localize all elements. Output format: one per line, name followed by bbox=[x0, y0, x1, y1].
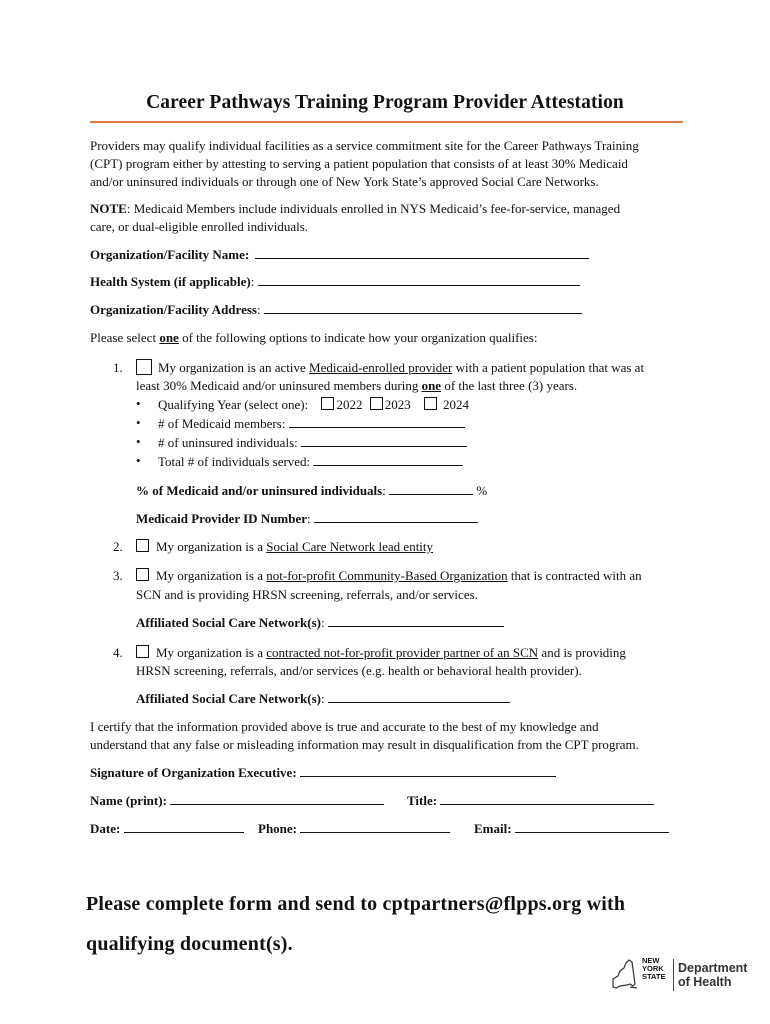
total-served-row bbox=[158, 453, 463, 471]
new-york-state-wordmark bbox=[642, 957, 665, 981]
state-word-3: STATE bbox=[642, 972, 666, 981]
option-2-link: Social Care Network lead entity bbox=[266, 539, 434, 554]
nys-department-of-health-logo bbox=[610, 955, 750, 995]
option-1-line-1 bbox=[136, 359, 644, 377]
note-label: NOTE bbox=[90, 201, 127, 216]
option-4-post: and is providing bbox=[538, 645, 626, 660]
dept-line-2: of Health bbox=[678, 975, 732, 989]
name-row bbox=[90, 792, 384, 810]
option-3-post: that is contracted with an bbox=[507, 568, 642, 583]
option-4-affiliated-row bbox=[136, 690, 510, 708]
option-1-pre: My organization is an active bbox=[158, 360, 310, 375]
option-4-link: contracted not-for-profit provider partner of an SCN bbox=[266, 645, 539, 660]
title-label: Title: bbox=[407, 793, 438, 808]
option-4-affiliated-field[interactable] bbox=[328, 690, 510, 703]
provider-id-colon: : bbox=[307, 511, 311, 526]
phone-label: Phone: bbox=[258, 821, 297, 836]
option-1-number: 1. bbox=[113, 360, 123, 375]
signature-label: Signature of Organization Executive: bbox=[90, 765, 297, 780]
department-wordmark bbox=[678, 961, 747, 989]
bullet-icon: • bbox=[136, 434, 141, 449]
uninsured-label: # of uninsured individuals: bbox=[158, 435, 298, 450]
note-line-1 bbox=[90, 200, 620, 218]
bullet-icon: • bbox=[136, 396, 141, 411]
date-label: Date: bbox=[90, 821, 121, 836]
option-3-affiliated-row bbox=[136, 614, 504, 632]
footer-instruction-line-2: qualifying document(s). bbox=[86, 933, 293, 955]
note-line-2: care, or dual-eligible enrolled individuals. bbox=[90, 219, 309, 234]
select-post: of the following options to indicate how your organization qualifies: bbox=[178, 330, 538, 345]
option-1-link: Medicaid-enrolled provider bbox=[309, 360, 453, 375]
year-2023-label: 2023 bbox=[384, 397, 411, 412]
qualifying-year-label: Qualifying Year (select one): bbox=[158, 397, 309, 412]
title-row bbox=[407, 792, 654, 810]
org-address-row bbox=[90, 301, 582, 319]
select-one: one bbox=[159, 330, 179, 345]
name-label: Name (print): bbox=[90, 793, 167, 808]
phone-field[interactable] bbox=[300, 820, 450, 833]
option-4-line-2: HRSN screening, referrals, and/or services (e.g. health or behavioral health provider). bbox=[136, 663, 582, 678]
uninsured-field[interactable] bbox=[301, 434, 467, 447]
medicaid-members-label: # of Medicaid members: bbox=[158, 416, 286, 431]
year-2022-checkbox[interactable] bbox=[321, 397, 334, 410]
provider-id-label: Medicaid Provider ID Number bbox=[136, 511, 308, 526]
certify-line-1: I certify that the information provided above is true and accurate to the best of my knowledge and bbox=[90, 719, 599, 734]
option-4-checkbox[interactable] bbox=[136, 645, 149, 658]
signature-row bbox=[90, 764, 556, 782]
percent-label: % of Medicaid and/or uninsured individuals bbox=[136, 483, 383, 498]
select-pre: Please select bbox=[90, 330, 160, 345]
note-text-1: : Medicaid Members include individuals enrolled in NYS Medicaid’s fee-for-service, managed bbox=[126, 201, 621, 216]
signature-field[interactable] bbox=[300, 764, 556, 777]
date-field[interactable] bbox=[124, 820, 244, 833]
option-1-line-2 bbox=[136, 377, 577, 395]
page-title: Career Pathways Training Program Provider Attestation bbox=[146, 92, 624, 113]
phone-row bbox=[258, 820, 450, 838]
health-system-label: Health System (if applicable) bbox=[90, 274, 251, 289]
percent-field[interactable] bbox=[389, 482, 473, 495]
option-1-checkbox[interactable] bbox=[136, 359, 152, 375]
option-1-line2-pre: least 30% Medicaid and/or uninsured members during bbox=[136, 378, 422, 393]
health-system-colon: : bbox=[250, 274, 255, 289]
health-system-field[interactable] bbox=[258, 273, 580, 286]
year-2022-label: 2022 bbox=[336, 397, 363, 412]
option-4-number: 4. bbox=[113, 645, 123, 660]
qualifying-year-row bbox=[158, 396, 469, 414]
option-3-pre: My organization is a bbox=[156, 568, 267, 583]
option-1-line2-one: one bbox=[421, 378, 442, 393]
email-field[interactable] bbox=[515, 820, 669, 833]
year-2024-label: 2024 bbox=[442, 397, 469, 412]
medicaid-members-field[interactable] bbox=[289, 415, 465, 428]
year-2024-checkbox[interactable] bbox=[424, 397, 437, 410]
percent-row bbox=[136, 482, 487, 500]
option-1-post: with a patient population that was at bbox=[452, 360, 645, 375]
percent-sign: % bbox=[476, 483, 488, 498]
percent-colon: : bbox=[382, 483, 386, 498]
total-served-field[interactable] bbox=[313, 453, 463, 466]
select-instruction bbox=[90, 329, 537, 347]
bullet-icon: • bbox=[136, 415, 141, 430]
org-name-row bbox=[90, 246, 589, 264]
option-3-checkbox[interactable] bbox=[136, 568, 149, 581]
state-word-1: NEW bbox=[642, 956, 660, 965]
total-served-label: Total # of individuals served: bbox=[158, 454, 311, 469]
option-3-line-2: SCN and is providing HRSN screening, referrals, and/or services. bbox=[136, 587, 478, 602]
medicaid-members-row bbox=[158, 415, 465, 433]
logo-divider bbox=[673, 959, 674, 991]
email-row bbox=[474, 820, 669, 838]
org-name-label: Organization/Facility Name: bbox=[90, 247, 250, 262]
date-row bbox=[90, 820, 244, 838]
option-1-line2-post: of the last three (3) years. bbox=[441, 378, 578, 393]
option-3-affiliated-field[interactable] bbox=[328, 614, 504, 627]
uninsured-row bbox=[158, 434, 467, 452]
health-system-row bbox=[90, 273, 580, 291]
intro-line-2: (CPT) program either by attesting to serving a patient population that consists of at least 30% Medicaid bbox=[90, 156, 628, 171]
footer-instruction-line-1: Please complete form and send to cptpartners@flpps.org with bbox=[86, 893, 626, 915]
provider-id-row bbox=[136, 510, 478, 528]
option-2-number: 2. bbox=[113, 539, 123, 554]
title-field[interactable] bbox=[440, 792, 654, 805]
option-3-affiliated-label: Affiliated Social Care Network(s) bbox=[136, 615, 321, 630]
org-name-field[interactable] bbox=[255, 246, 589, 259]
org-address-field[interactable] bbox=[264, 301, 582, 314]
option-2-pre: My organization is a bbox=[156, 539, 267, 554]
title-divider bbox=[90, 121, 683, 123]
option-2-line bbox=[136, 538, 433, 556]
option-4-line-1 bbox=[136, 644, 626, 662]
org-address-colon: : bbox=[256, 302, 261, 317]
dept-line-1: Department bbox=[678, 961, 748, 975]
state-word-2: YORK bbox=[642, 964, 664, 973]
option-4-affiliated-colon: : bbox=[320, 691, 325, 706]
option-4-affiliated-label: Affiliated Social Care Network(s) bbox=[136, 691, 321, 706]
new-york-state-outline-icon bbox=[610, 957, 640, 993]
org-address-label: Organization/Facility Address bbox=[90, 302, 257, 317]
provider-id-field[interactable] bbox=[314, 510, 478, 523]
name-field[interactable] bbox=[170, 792, 384, 805]
option-2-checkbox[interactable] bbox=[136, 539, 149, 552]
option-4-pre: My organization is a bbox=[156, 645, 267, 660]
option-3-affiliated-colon: : bbox=[320, 615, 325, 630]
year-2023-checkbox[interactable] bbox=[370, 397, 383, 410]
email-label: Email: bbox=[474, 821, 512, 836]
intro-line-1: Providers may qualify individual facilities as a service commitment site for the Career Pathways Training bbox=[90, 138, 639, 153]
option-3-number: 3. bbox=[113, 568, 123, 583]
option-3-link: not-for-profit Community-Based Organization bbox=[266, 568, 508, 583]
option-3-line-1 bbox=[136, 567, 642, 585]
bullet-icon: • bbox=[136, 453, 141, 468]
intro-line-3: and/or uninsured individuals or through one of New York State’s approved Social Care Networks. bbox=[90, 174, 599, 189]
certify-line-2: understand that any false or misleading information may result in disqualification from the CPT program. bbox=[90, 737, 639, 752]
